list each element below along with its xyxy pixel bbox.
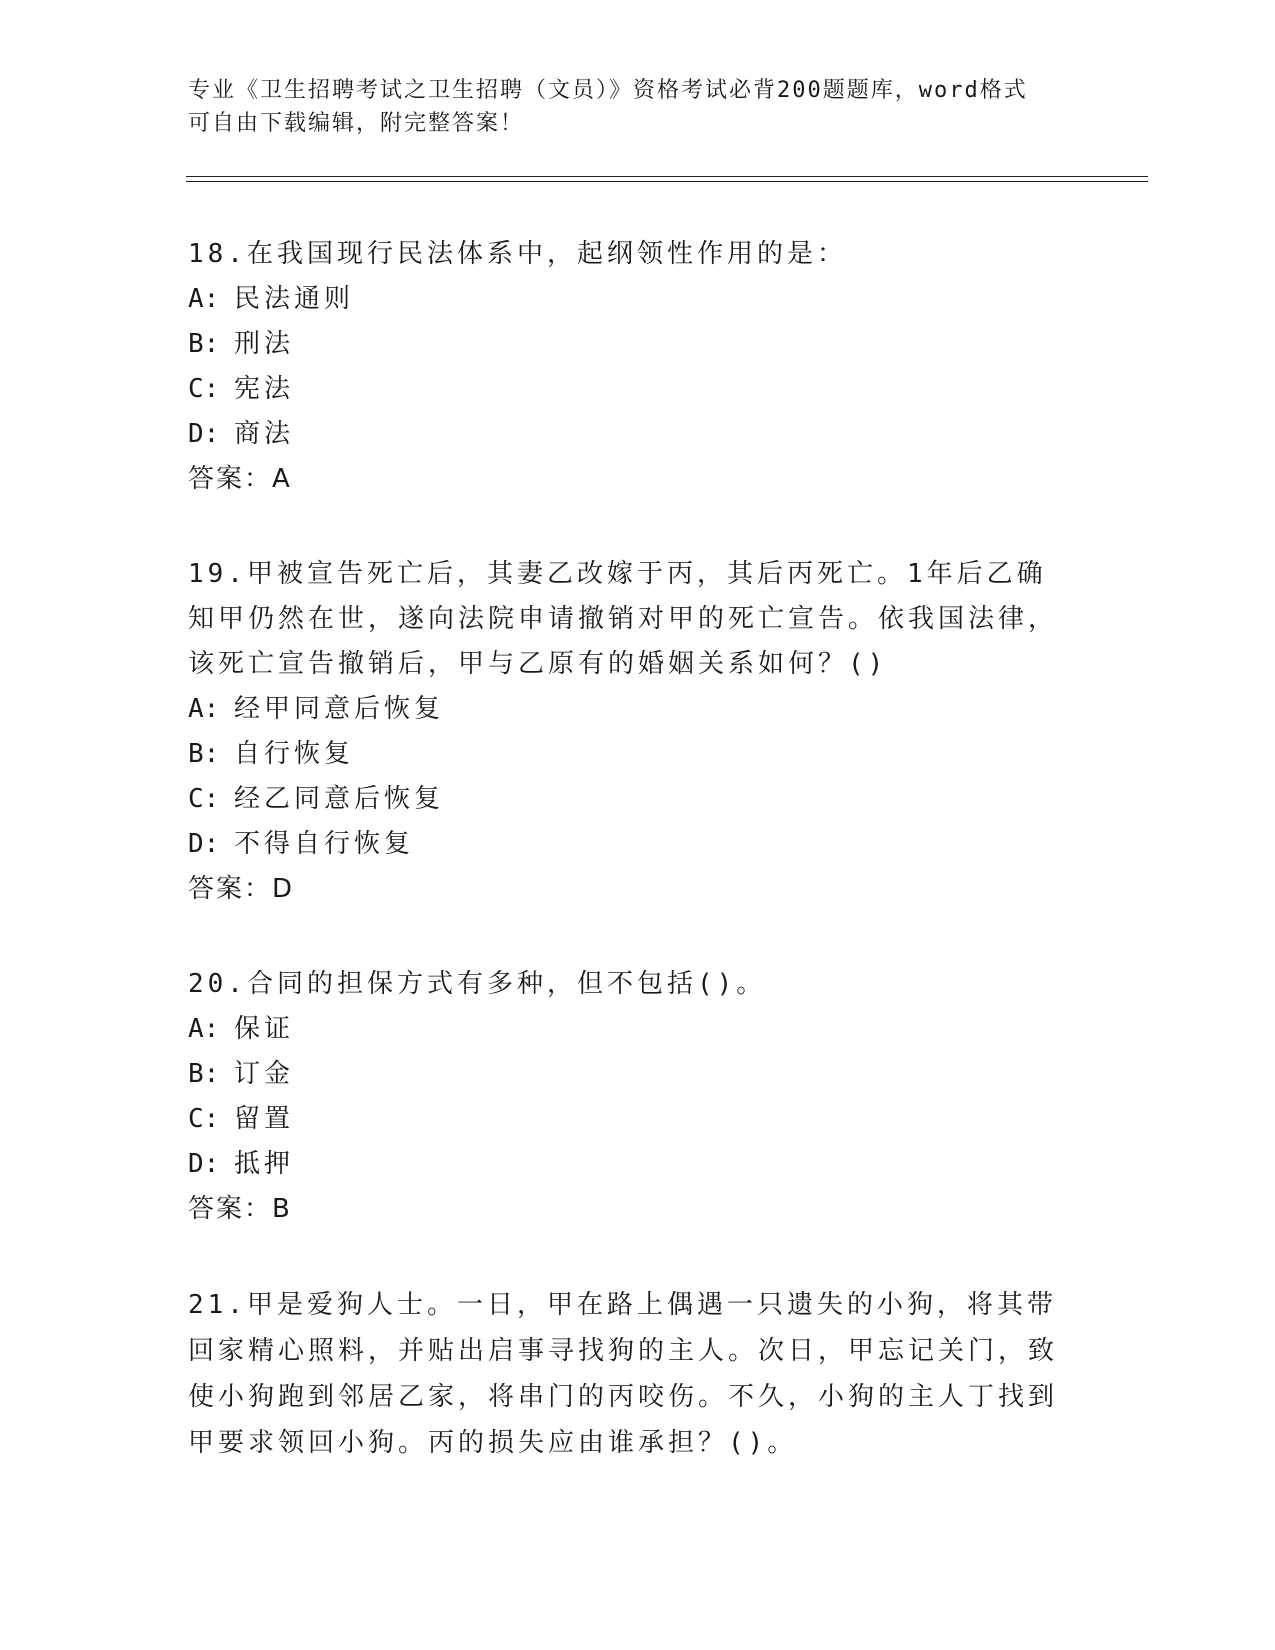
option-text: 不得自行恢复 [234, 829, 415, 859]
option-letter: D: [188, 1149, 220, 1179]
option-letter: C: [188, 374, 220, 404]
option-letter: A: [188, 284, 220, 314]
option-text: 商法 [234, 419, 295, 449]
option-letter: A: [188, 1014, 220, 1044]
option-d [188, 1142, 1088, 1187]
option-text: 宪法 [234, 374, 295, 404]
option-letter: D: [188, 829, 220, 859]
option-d [188, 822, 1088, 867]
option-c [188, 367, 1088, 412]
option-c [188, 1097, 1088, 1142]
answer-line: 答案：D [188, 874, 295, 904]
document-header [188, 74, 1068, 140]
option-b [188, 1052, 1088, 1097]
header-line-2: 可自由下载编辑，附完整答案！ [188, 111, 525, 136]
option-letter: C: [188, 1104, 220, 1134]
option-letter: B: [188, 329, 220, 359]
answer-line: 答案：B [188, 1194, 292, 1224]
option-letter: B: [188, 739, 220, 769]
question-text: 19.甲被宣告死亡后，其妻乙改嫁于丙，其后丙死亡。1年后乙确知甲仍然在世，遂向法院申请撤销对甲的死亡宣告。依我国法律，该死亡宣告撤销后，甲与乙原有的婚姻关系如何？() [188, 559, 1059, 679]
option-text: 经甲同意后恢复 [234, 694, 445, 724]
option-letter: D: [188, 419, 220, 449]
option-a [188, 1007, 1088, 1052]
question-18 [188, 232, 1088, 502]
option-text: 订金 [234, 1059, 295, 1089]
option-d [188, 412, 1088, 457]
question-20 [188, 962, 1088, 1232]
option-text: 自行恢复 [234, 739, 355, 769]
option-text: 抵押 [234, 1149, 295, 1179]
option-b [188, 732, 1088, 777]
question-21 [188, 1282, 1088, 1466]
header-rule-top [186, 176, 1148, 177]
option-text: 保证 [234, 1014, 295, 1044]
option-b [188, 322, 1088, 367]
question-text: 18.在我国现行民法体系中，起纲领性作用的是： [188, 239, 847, 269]
option-a [188, 277, 1088, 322]
question-text: 21.甲是爱狗人士。一日，甲在路上偶遇一只遗失的小狗，将其带回家精心照料，并贴出启事寻找狗的主人。次日，甲忘记关门，致使小狗跑到邻居乙家，将串门的丙咬伤。不久，小狗的主人丁找到甲要求领回小狗。丙的损失应由谁承担？()。 [188, 1290, 1059, 1458]
option-letter: B: [188, 1059, 220, 1089]
header-line-1: 专业《卫生招聘考试之卫生招聘（文员）》资格考试必背200题题库，word格式 [188, 78, 1028, 103]
option-a [188, 687, 1088, 732]
option-text: 经乙同意后恢复 [234, 784, 445, 814]
answer-line: 答案：A [188, 464, 292, 494]
question-19 [188, 552, 1088, 912]
option-text: 留置 [234, 1104, 295, 1134]
question-text: 20.合同的担保方式有多种，但不包括()。 [188, 969, 767, 999]
option-text: 刑法 [234, 329, 295, 359]
option-letter: A: [188, 694, 220, 724]
question-list [188, 232, 1088, 1516]
header-rule-bottom [186, 181, 1148, 182]
option-letter: C: [188, 784, 220, 814]
option-c [188, 777, 1088, 822]
option-text: 民法通则 [234, 284, 355, 314]
